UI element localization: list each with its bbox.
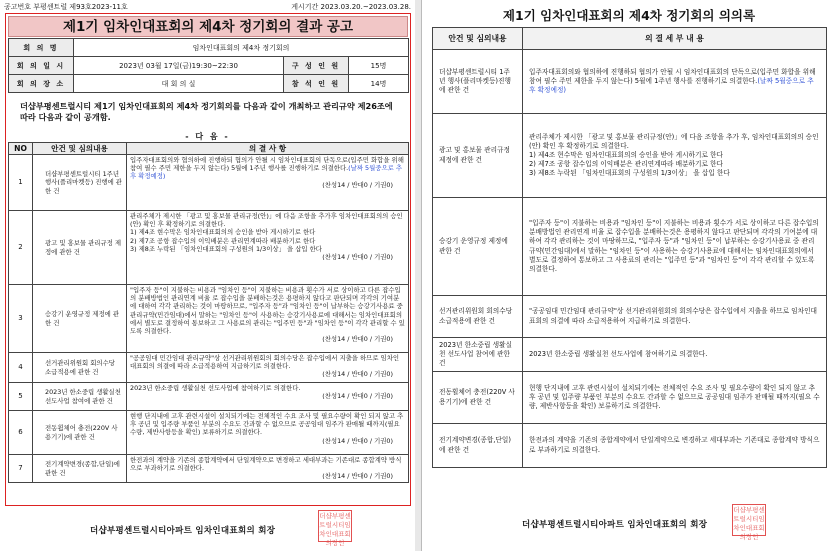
notice-page bbox=[0, 0, 415, 551]
detail-text: 관리주체가 제시한 「광고 및 홍보물 관리규정(안)」에 다음 조항을 추가 후, 임차인대표회의의 승인(안) 확인 후 확정하기로 의결한다. 1) 제4조 현수막은 임차인대표회의의 승인을 받아 게시하기로 한다 2) 제7조 공항 잡수입의 이익배분은 관리연계따라 배분하기로 한다 3) 제8조 누락된 「임차인대표회의 구성원의 1/3이상」 을 삽입 한다 bbox=[523, 114, 827, 198]
vote-result: (찬성14 / 반대0 / 기권0) bbox=[322, 370, 393, 379]
resolution-cell bbox=[127, 383, 409, 411]
row-number: 5 bbox=[9, 383, 33, 411]
resolution-text: 2023년 한소중립 생활실천 선도사업에 참여하기로 의결한다. bbox=[130, 384, 301, 392]
table-row bbox=[9, 155, 409, 211]
agenda-item: 더샵부평센트럴시티 1주년 행사(플리마켓등) 진행에 관한 건 bbox=[33, 155, 127, 211]
table-row bbox=[9, 455, 409, 483]
vote-result: (찬성14 / 반대0 / 기권0) bbox=[322, 180, 393, 189]
attendee-count-value: 14명 bbox=[349, 75, 409, 93]
table-row bbox=[433, 198, 827, 296]
date-note: (날짜 5월중으로 추후 확정예정) bbox=[529, 76, 814, 95]
minutes-table bbox=[432, 27, 827, 468]
resolution-cell bbox=[127, 411, 409, 455]
official-seal: 더샵부평센트럴시티임차인대표회의장인 bbox=[733, 506, 765, 541]
minutes-page bbox=[421, 0, 835, 551]
agenda-item: 승강기 운영규정 제정에 관한 건 bbox=[33, 285, 127, 353]
date-note: (날짜 5월중으로 추후 확정예정) bbox=[130, 164, 403, 181]
resolution-text: 현행 단지내에 고후 관련시설이 설치되기에는 전체적인 수요 조사 및 필요수량이 확인 되지 않고 추후 공년 및 입주량 부품인 부분의 수요도 간과할 수 없으므로 공공임대 임주가 판매될 때까지(필요 수량, 제반사항등을 확인) 보류하기로 의결한다. bbox=[130, 412, 404, 437]
detail-text: 2023년 한소중립 생활실천 선도사업에 참여하기로 의결한다. bbox=[523, 338, 827, 372]
detail-cell bbox=[523, 50, 827, 114]
vote-result: (찬성14 / 반대0 / 기권0) bbox=[322, 335, 393, 344]
table-row bbox=[433, 114, 827, 198]
following-heading: - 다 음 - bbox=[185, 132, 230, 141]
agenda-item: 전기계약변경(종합,단일)에 관한 건 bbox=[433, 424, 523, 468]
table-row bbox=[9, 383, 409, 411]
row-number: 6 bbox=[9, 411, 33, 455]
detail-text: 입주자대표회의와 협의하에 진행하되 협의가 안될 시 임차인대표회의 단독으로(입주민 화합을 위해 참여 필수 주민 제한을 두지 않는다) 5월에 1주년 행사를 진행하기로 의결한다. bbox=[529, 67, 816, 85]
col-item: 안건 및 심의내용 bbox=[433, 28, 523, 50]
attendee-count-label: 참 석 인 원 bbox=[284, 75, 349, 93]
vote-result: (찬성14 / 반대0 / 기권0) bbox=[322, 392, 393, 401]
row-number: 2 bbox=[9, 211, 33, 285]
resolution-cell bbox=[127, 155, 409, 211]
posting-period: 게시기간 2023.03.20.~2023.03.28. bbox=[291, 3, 411, 11]
notice-title: 제1기 임차인대표회의 제4차 정기회의 결과 공고 bbox=[8, 16, 408, 37]
detail-text: "입주자 등"이 지불하는 비용과 "임차인 등"이 지불하는 비용과 횟수가 서로 상이하고 다른 잡수입의 분배방법인 관리연계 비율 로 잡수입을 분배하는것은 용평하지 않다고 판단되며 각각의 기여분에 대하여 각각 관리하는 것이 마땅하므로, "입주자 등"과 "임차인 등"이 납부하는 승강기사용료 중 관리규약(민간임대)에서 말하는 "임차인 등"이 사용하는 승강기사용료에 대해서는 임차인대표회의에서 별도로 결정하여 통보하고 그 사용료의 관리는 "입주민 등"과 "임차인 등"이 각각 관리할 수 있도록 의결한다. bbox=[523, 198, 827, 296]
table-row bbox=[9, 211, 409, 285]
col-item: 안건 및 심의내용 bbox=[33, 143, 127, 155]
detail-text: 한전과의 계약을 기존의 종합계약에서 단일계약으로 변경하고 세대부과는 기존대로 종합계약 방식으로 부과하기로 의결한다. bbox=[523, 424, 827, 468]
member-count-value: 15명 bbox=[349, 57, 409, 75]
meeting-place-value: 대 회 의 실 bbox=[74, 75, 284, 93]
table-row bbox=[433, 338, 827, 372]
row-number: 3 bbox=[9, 285, 33, 353]
agenda-item: 선거관리위원회 회의수당 소급적용에 관한 건 bbox=[33, 353, 127, 383]
detail-text: "공공임대 민간임대 관리규약"상 선거관리위원회의 회의수당은 잡수입에서 지출을 하므로 임차인대표회의 의결에 따라 소급적용하여 지급하기로 의결한다. bbox=[523, 296, 827, 338]
member-count-label: 구 성 인 원 bbox=[284, 57, 349, 75]
agenda-item: 승강기 운영규정 제정에 관한 건 bbox=[433, 198, 523, 296]
agenda-item: 2023년 한소중립 생활실천 선도사업 참여에 관한 건 bbox=[33, 383, 127, 411]
table-row bbox=[433, 50, 827, 114]
chairperson-signature: 더샵부평센트럴시티아파트 임차인대표회의 회장 bbox=[90, 526, 276, 536]
resolution-cell bbox=[127, 455, 409, 483]
col-result: 의 결 사 항 bbox=[127, 143, 409, 155]
meeting-name-label: 회 의 명 bbox=[9, 39, 74, 57]
resolution-text: 입주자대표회의와 협의하에 진행하되 협의가 안될 시 임차인대표회의 단독으로(입주민 화합을 위해 참여 필수 주민 제한을 두지 않는다) 5월에 1주년 행사를 진행하기로 의결한다. bbox=[130, 156, 404, 173]
col-detail: 의 결 세 부 내 용 bbox=[523, 28, 827, 50]
resolution-text: 관리주체가 제시한 「광고 및 홍보물 관리규정(안)」에 다음 조항을 추가후 임차인대표회의의 승인(안) 확인 후 확정하기로 의결한다. 1) 제4조 현수막은 임차인대표회의의 승인을 받아 게시하기로 한다 2) 제7조 공항 잡수입의 이익배분은 관리연계따라 배분하기로 한다 3) 제8조 누락된 「임차인대표회의 구성원의 1/3이상」 을 삽입 한다 bbox=[130, 212, 403, 253]
meeting-place-label: 회 의 장 소 bbox=[9, 75, 74, 93]
notice-intro: 더샵부평센트럴시티 제1기 임차인대표회의 제4차 정기회의를 다음과 같이 개최하고 관리규약 제26조에 따라 다음과 같이 공개함. bbox=[20, 101, 393, 123]
agenda-item: 전동휠체어 충전(220V 사용기기)에 관한 건 bbox=[33, 411, 127, 455]
official-seal: 더샵부평센트럴시티임차인대표회의장인 bbox=[319, 512, 351, 547]
doc-number: 공고번호 부평센트럴 제93호2023-11호 bbox=[4, 3, 128, 11]
row-number: 1 bbox=[9, 155, 33, 211]
resolution-cell bbox=[127, 211, 409, 285]
row-number: 4 bbox=[9, 353, 33, 383]
vote-result: (찬성14 / 반대0 / 기권0) bbox=[322, 252, 393, 261]
vote-result: (찬성14 / 반대0 / 기권0) bbox=[322, 472, 393, 481]
resolution-text: "공공임대 민간임대 관리규약"상 선거관리위원회의 회의수당은 잡수입에서 지출을 하므로 임차인대표회의 의결에 따라 소급적용하여 지급하기로 의결한다. bbox=[130, 354, 400, 371]
row-number: 7 bbox=[9, 455, 33, 483]
agenda-item: 선거관리위원회 회의수당 소급적용에 관한 건 bbox=[433, 296, 523, 338]
resolution-text: "입주자 등"이 지불하는 비용과 "임차인 등"이 지불하는 비용과 횟수가 서로 상이하고 다른 잡수입의 분배방법인 관리연계 비율 로 잡수입을 분배하는것은 용평하지 않다고 판단되며 각각의 기여분에 대하여 각각 관리하는 것이 마땅하므로, "입주자 등"과 "임차인 등"이 납부하는 승강기사용료 중 관리규약(민간임대)에서 말하는 "임차인 등"이 사용하는 승강기사용료에 대해서는 임차인대표회의에서 별도로 결정하여 통보하고 그 사용료의 관리는 "입주민 등"과 "임차인 등"이 각각 관리할 수 있도록 의결한다. bbox=[130, 286, 405, 335]
resolution-text: 한전과의 계약을 기존의 종합계약에서 단일계약으로 변경하고 세대부과는 기존대로 종합계약 방식으로 부과하기로 의결한다. bbox=[130, 456, 402, 473]
resolution-table bbox=[8, 142, 409, 483]
table-row bbox=[433, 372, 827, 424]
table-row bbox=[433, 296, 827, 338]
detail-text: 현행 단지내에 고후 관련시설이 설치되기에는 전체적인 수요 조사 및 필요수량이 확인 되지 않고 추후 공년 및 입주량 부품인 부분의 수요도 간과할 수 없으므로 공공임대 임주가 판매될 때까지(필요 수량, 제반사항등을 확인) 보류하기로 의결한다. bbox=[523, 372, 827, 424]
meeting-datetime-label: 회 의 일 시 bbox=[9, 57, 74, 75]
agenda-item: 광고 및 홍보물 관리규정 제정에 관한 건 bbox=[33, 211, 127, 285]
minutes-title: 제1기 임차인대표회의 제4차 정기회의 의의록 bbox=[502, 8, 756, 23]
agenda-item: 전동휠체어 충전(220V 사용기기)에 관한 건 bbox=[433, 372, 523, 424]
table-row bbox=[9, 411, 409, 455]
meeting-name-value: 임차인대표회의 제4차 정기회의 bbox=[74, 39, 409, 57]
meeting-datetime-value: 2023년 03월 17일(금)19:30~22:30 bbox=[74, 57, 284, 75]
col-no: NO bbox=[9, 143, 33, 155]
agenda-item: 광고 및 홍보물 관리규정 제정에 관한 건 bbox=[433, 114, 523, 198]
agenda-item: 더샵부평센트럴시티 1주년 행사(플리마켓등)진행에 관한 건 bbox=[433, 50, 523, 114]
notice-header-line bbox=[4, 2, 411, 12]
resolution-cell bbox=[127, 353, 409, 383]
table-row bbox=[9, 285, 409, 353]
meeting-info-table bbox=[8, 38, 409, 93]
table-row bbox=[9, 353, 409, 383]
chairperson-signature: 더샵부평센트럴시티아파트 임차인대표회의 회장 bbox=[522, 520, 708, 530]
agenda-item: 전기계약변경(종합,단일)에 관한 건 bbox=[33, 455, 127, 483]
resolution-cell bbox=[127, 285, 409, 353]
vote-result: (찬성14 / 반대0 / 기권0) bbox=[322, 436, 393, 445]
table-row bbox=[433, 424, 827, 468]
agenda-item: 2023년 한소중립 생활실천 선도사업 참여에 관한 건 bbox=[433, 338, 523, 372]
